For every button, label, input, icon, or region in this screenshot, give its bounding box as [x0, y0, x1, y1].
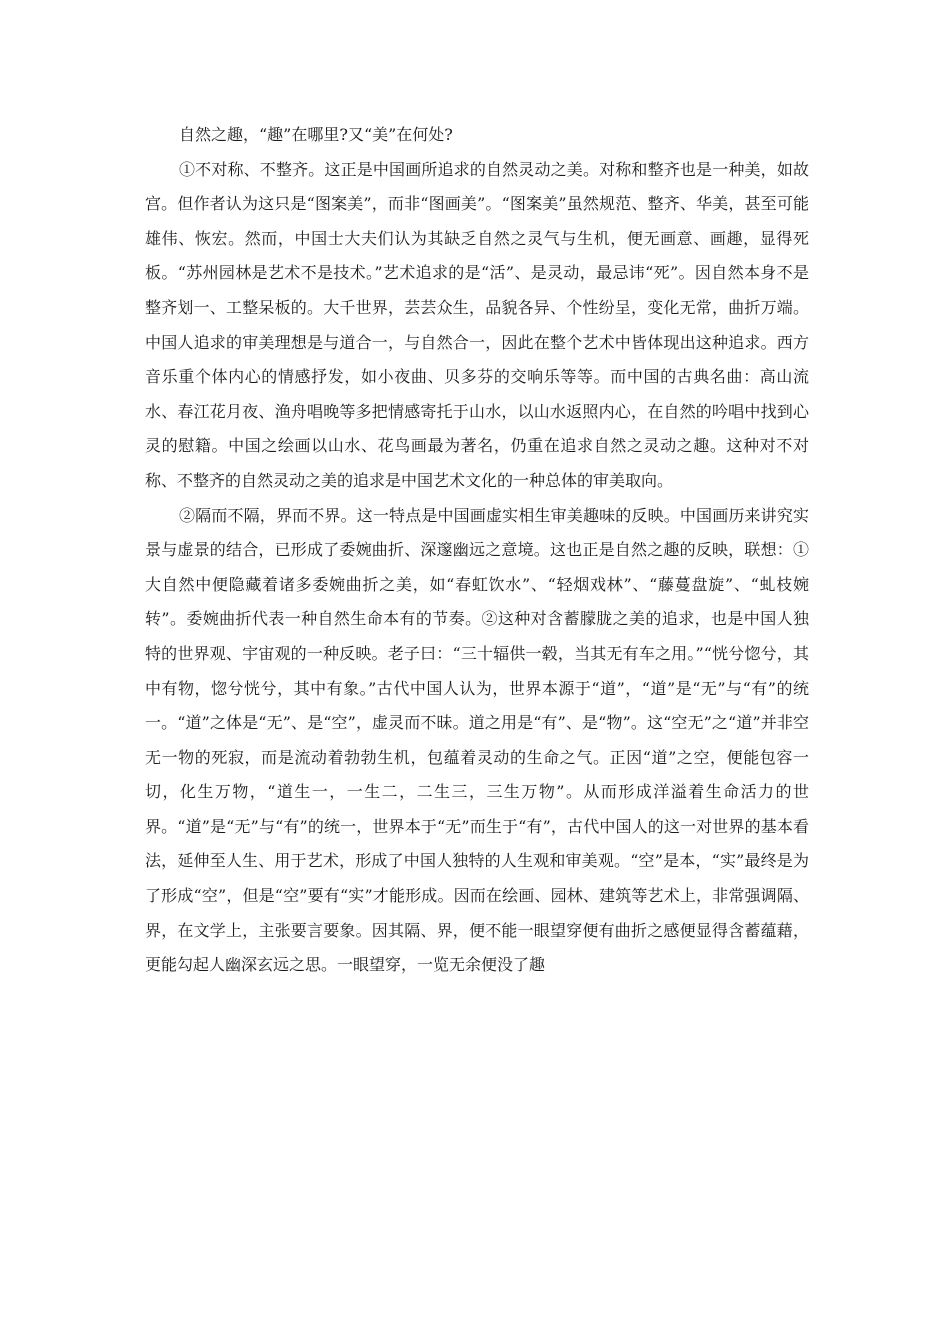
question-paragraph: 自然之趣，“趣”在哪里?又“美”在何处?: [179, 125, 453, 144]
point-one-paragraph: ①不对称、不整齐。这正是中国画所追求的自然灵动之美。对称和整齐也是一种美，如故宫。但作者认为这只是“图案美”，而非“图画美”。“图案美”虽然规范、整齐、华美，甚至可能雄伟、恢宏。然而，中国士大夫们认为其缺乏自然之灵气与生机，便无画意、画趣，显得死板。“苏州园林是艺术不是技术。”艺术追求的是“活”、是灵动，最忌讳“死”。因自然本身不是整齐划一、工整呆板的。大千世界，芸芸众生，品貌各异、个性纷呈，变化无常，曲折万端。中国人追求的审美理想是与道合一，与自然合一，因此在整个艺术中皆体现出这种追求。西方音乐重个体内心的情感抒发，如小夜曲、贝多芬的交响乐等等。而中国的古典名曲：高山流水、春江花月夜、渔舟唱晚等多把情感寄托于山水，以山水返照内心，在自然的吟唱中找到心灵的慰籍。中国之绘画以山水、花鸟画最为著名，仍重在追求自然之灵动之趣。这种对不对称、不整齐的自然灵动之美的追求是中国艺术文化的一种总体的审美取向。: [145, 159, 809, 490]
point-two-paragraph: ②隔而不隔，界而不界。这一特点是中国画虚实相生审美趣味的反映。中国画历来讲究实景与虚景的结合，已形成了委婉曲折、深邃幽远之意境。这也正是自然之趣的反映，联想：①大自然中便隐藏着诸多委婉曲折之美，如“春虹饮水”、“轻烟戏林”、“藤蔓盘旋”、“虬枝婉转”。委婉曲折代表一种自然生命本有的节奏。②这种对含蓄朦胧之美的追求，也是中国人独特的世界观、宇宙观的一种反映。老子曰：“三十辐供一毂，当其无有车之用。”“恍兮惚兮，其中有物，惚兮恍兮，其中有象。”古代中国人认为，世界本源于“道”，“道”是“无”与“有”的统一。“道”之体是“无”、是“空”，虚灵而不昧。道之用是“有”、是“物”。这“空无”之“道”并非空无一物的死寂，而是流动着勃勃生机，包蕴着灵动的生命之气。正因“道”之空，便能包容一切，化生万物，“道生一，一生二，二生三，三生万物”。从而形成洋溢着生命活力的世界。“道”是“无”与“有”的统一，世界本于“无”而生于“有”，古代中国人的这一对世界的基本看法，延伸至人生、用于艺术，形成了中国人独特的人生观和审美观。“空”是本，“实”最终是为了形成“空”，但是“空”要有“实”才能形成。因而在绘画、园林、建筑等艺术上，非常强调隔、界，在文学上，主张要言要象。因其隔、界，便不能一眼望穿便有曲折之感便显得含蓄蕴藉，更能勾起人幽深玄远之思。一眼望穿，一览无余便没了趣: [145, 505, 809, 975]
document-body: [145, 118, 809, 983]
